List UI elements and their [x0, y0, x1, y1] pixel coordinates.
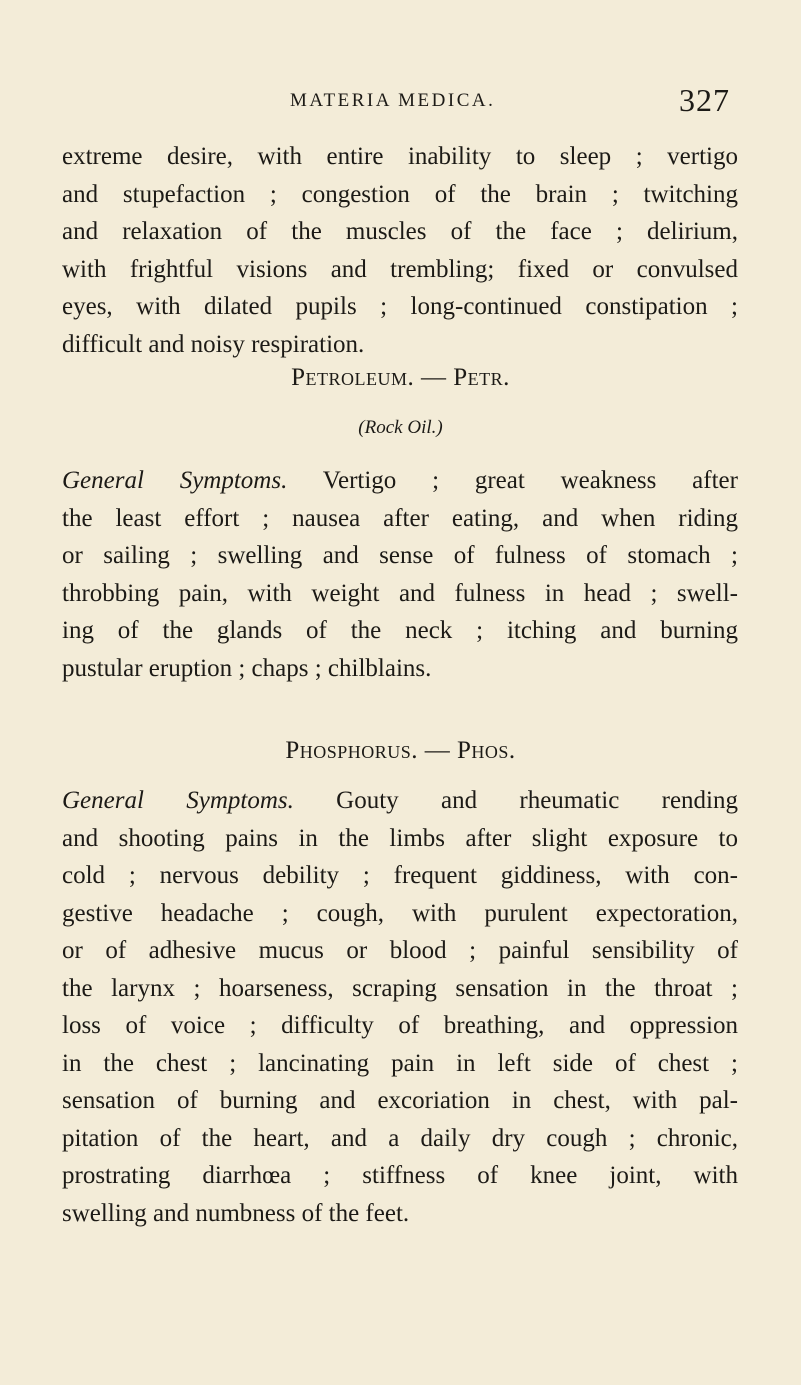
text-line: and shooting pains in the limbs after slight exposure to: [62, 824, 738, 852]
text-line: and relaxation of the muscles of the face ; delirium,: [62, 218, 738, 245]
text-line: extreme desire, with entire inability to sleep ; vertigo: [62, 143, 738, 170]
text-line: and stupefaction ; congestion of the brain ; twitching: [62, 180, 738, 208]
text-line: pitation of the heart, and a daily dry cough ; chronic,: [62, 1124, 738, 1152]
text-line: the least effort ; nausea after eating, and when riding: [62, 504, 738, 532]
text-line: swelling and numbness of the feet.: [62, 1199, 410, 1227]
lead-rest: Gouty and rheumatic rending: [336, 787, 738, 814]
running-head: [290, 82, 730, 118]
phosphorus-paragraph: [62, 782, 738, 1232]
petroleum-paragraph: [62, 462, 738, 687]
lead-rest: Vertigo ; great weakness after: [322, 467, 738, 494]
text-line: or sailing ; swelling and sense of fulness of stomach ;: [62, 542, 738, 569]
continuation-paragraph: [62, 138, 738, 363]
text-line: cold ; nervous debility ; frequent giddiness, with con-: [62, 862, 738, 889]
running-title: MATERIA MEDICA.: [290, 90, 496, 111]
text-line: in the chest ; lancinating pain in left side of chest ;: [62, 1049, 738, 1077]
text-line: prostrating diarrhœa ; stiffness of knee joint, with: [62, 1162, 738, 1189]
text-line: sensation of burning and excoriation in chest, with pal-: [62, 1087, 738, 1114]
text-line: gestive headache ; cough, with purulent expectoration,: [62, 899, 738, 927]
section-heading-phosphorus: [0, 737, 801, 765]
text-line: the larynx ; hoarseness, scraping sensation in the throat ;: [62, 974, 738, 1002]
heading-text: Phosphorus. — Phos.: [285, 737, 516, 764]
text-line: or of adhesive mucus or blood ; painful sensibility of: [62, 937, 738, 964]
text-line: pustular eruption ; chaps ; chilblains.: [62, 654, 432, 682]
text-line: loss of voice ; difficulty of breathing, and oppression: [62, 1012, 738, 1039]
text-line: [62, 782, 738, 820]
page-number: 327: [679, 82, 730, 118]
lead-in: General Symptoms.: [62, 787, 294, 814]
heading-text: Petroleum. — Petr.: [291, 364, 510, 391]
text-line: ing of the glands of the neck ; itching and burning: [62, 617, 738, 644]
text-line: eyes, with dilated pupils ; long-continued constipation ;: [62, 293, 738, 320]
text-line: difficult and noisy respiration.: [62, 330, 365, 358]
text-line: [62, 462, 738, 500]
lead-in: General Symptoms.: [62, 467, 288, 494]
section-heading-petroleum: [0, 364, 801, 392]
text-line: throbbing pain, with weight and fulness in head ; swell-: [62, 579, 738, 607]
text-line: with frightful visions and trembling; fixed or convulsed: [62, 255, 738, 283]
section-subheading-petroleum: (Rock Oil.): [358, 417, 443, 438]
